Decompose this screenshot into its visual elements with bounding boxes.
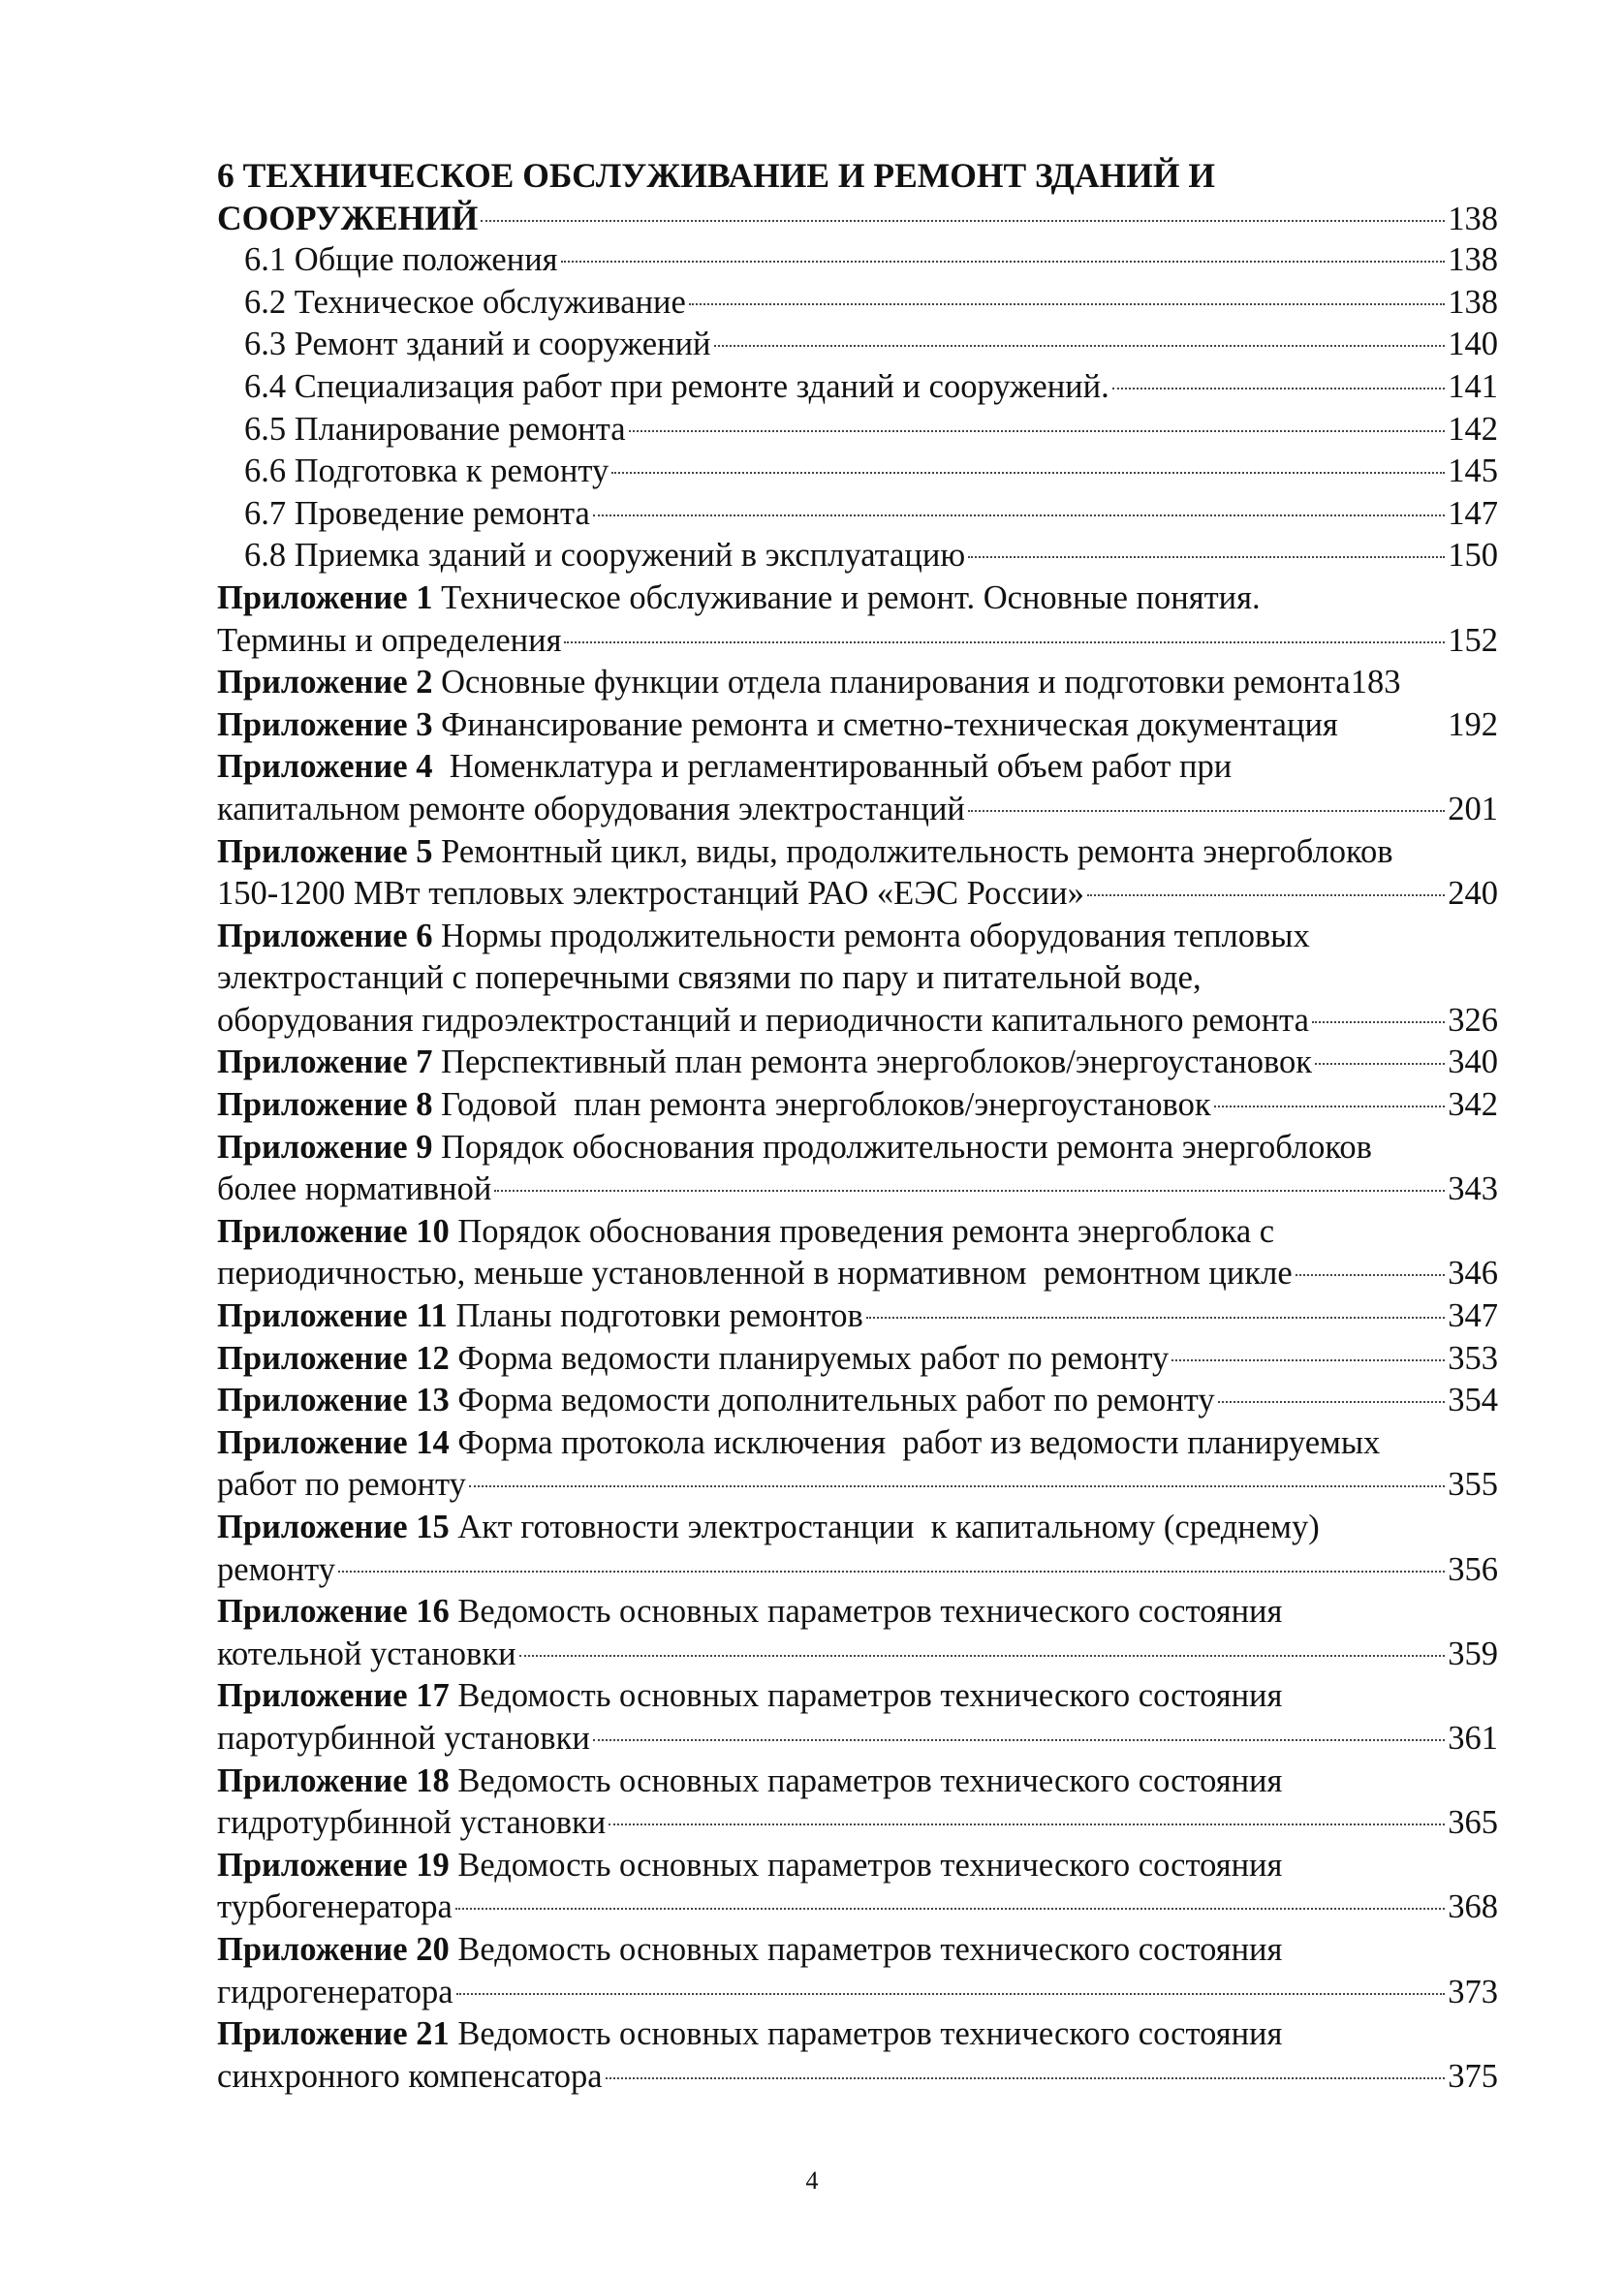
toc-entry bbox=[217, 1084, 1498, 1127]
appendix-text: Термины и определения bbox=[217, 621, 562, 659]
appendix-text: более нормативной bbox=[217, 1170, 492, 1208]
dot-leader bbox=[338, 1571, 1445, 1573]
dot-leader bbox=[456, 1993, 1446, 1995]
appendix-text: ремонту bbox=[217, 1550, 335, 1588]
appendix-text: гидрогенератора bbox=[217, 1973, 453, 2010]
toc-section bbox=[217, 239, 1498, 282]
dot-leader bbox=[469, 1485, 1445, 1487]
dot-leader bbox=[611, 472, 1445, 474]
dot-leader bbox=[609, 1823, 1445, 1825]
appendix-title bbox=[217, 1338, 1169, 1381]
appendix-text: Ведомость основных параметров технического состояния bbox=[449, 1846, 1283, 1884]
appendix-label: Приложение 15 bbox=[217, 1509, 450, 1545]
toc-entry bbox=[217, 704, 1498, 747]
appendix-text: Основные функции отдела планирования и подготовки ремонта bbox=[432, 664, 1351, 701]
page-ref: 240 bbox=[1448, 875, 1498, 913]
appendix-label: Приложение 9 bbox=[217, 1128, 433, 1166]
appendix-text: Ведомость основных параметров технического состояния bbox=[449, 1593, 1283, 1631]
toc-entry bbox=[217, 1972, 1498, 2014]
toc-section bbox=[217, 282, 1498, 325]
appendix-line bbox=[217, 1211, 1498, 1254]
appendix-line bbox=[217, 2013, 1498, 2056]
toc-entry bbox=[217, 1295, 1498, 1338]
dot-leader bbox=[629, 430, 1446, 432]
toc-section bbox=[217, 493, 1498, 536]
page-ref: 326 bbox=[1448, 1001, 1498, 1039]
page-ref: 145 bbox=[1448, 452, 1498, 490]
appendix-text: котельной установки bbox=[217, 1635, 516, 1672]
toc-entry bbox=[217, 1802, 1498, 1845]
section-title: 6.1 Общие положения bbox=[244, 241, 558, 279]
appendix-text: Порядок обоснования продолжительности ремонта энергоблоков bbox=[432, 1128, 1372, 1166]
page-ref: 142 bbox=[1448, 410, 1498, 448]
appendix-line bbox=[217, 1929, 1498, 1972]
appendix-text: синхронного компенсатора bbox=[217, 2057, 603, 2095]
dot-leader bbox=[968, 556, 1445, 558]
appendix-label: Приложение 17 bbox=[217, 1677, 450, 1715]
dot-leader bbox=[1296, 1274, 1446, 1276]
appendix-title bbox=[217, 662, 1351, 704]
page-ref: 368 bbox=[1448, 1888, 1498, 1926]
toc-entry bbox=[217, 1718, 1498, 1761]
dot-leader bbox=[1171, 1359, 1445, 1361]
page-ref: 373 bbox=[1448, 1973, 1498, 2010]
appendix-text: Техническое обслуживание и ремонт. Основные понятия. bbox=[432, 578, 1261, 616]
toc-entry bbox=[217, 1464, 1498, 1507]
toc-entry bbox=[217, 662, 1498, 704]
toc-entry bbox=[217, 1549, 1498, 1592]
toc-section bbox=[217, 409, 1498, 452]
page-ref: 375 bbox=[1448, 2057, 1498, 2095]
page-ref: 138 bbox=[1448, 283, 1498, 321]
page-ref: 355 bbox=[1448, 1466, 1498, 1504]
appendix-text: Планы подготовки ремонтов bbox=[447, 1297, 863, 1335]
appendix-line bbox=[217, 831, 1498, 874]
page-ref: 138 bbox=[1448, 200, 1498, 237]
toc-entry bbox=[217, 1380, 1498, 1422]
appendix-line bbox=[217, 577, 1498, 620]
appendix-text: турбогенератора bbox=[217, 1888, 453, 1926]
appendix-line bbox=[217, 1127, 1498, 1169]
appendix-title bbox=[217, 1591, 1282, 1634]
appendix-text: Ведомость основных параметров технического состояния bbox=[449, 1930, 1283, 1968]
appendix-text: периодичностью, меньше установленной в нормативном ремонтном цикле bbox=[217, 1255, 1293, 1293]
appendix-text: Перспективный план ремонта энергоблоков/энергоустановок bbox=[432, 1044, 1313, 1081]
toc-entry bbox=[217, 198, 1498, 240]
dot-leader bbox=[494, 1190, 1445, 1192]
appendix-label: Приложение 1 bbox=[217, 578, 433, 616]
appendix-title bbox=[217, 704, 1338, 747]
page-ref: 140 bbox=[1448, 326, 1498, 363]
appendix-text: Форма ведомости планируемых работ по ремонту bbox=[449, 1339, 1170, 1377]
appendix-line bbox=[217, 1422, 1498, 1465]
toc-entry bbox=[217, 1338, 1498, 1381]
appendix-label: Приложение 18 bbox=[217, 1761, 450, 1799]
appendix-label: Приложение 12 bbox=[217, 1339, 450, 1377]
appendix-title bbox=[217, 1084, 1211, 1127]
page-ref: 342 bbox=[1448, 1086, 1498, 1124]
dot-leader bbox=[968, 810, 1445, 812]
toc-section bbox=[217, 535, 1498, 577]
dot-leader bbox=[519, 1655, 1446, 1657]
page-ref: 347 bbox=[1448, 1297, 1498, 1335]
dot-leader bbox=[481, 220, 1445, 222]
section-title: 6.6 Подготовка к ремонту bbox=[244, 452, 609, 490]
dot-leader bbox=[1087, 894, 1445, 896]
page-ref: 141 bbox=[1448, 367, 1498, 405]
appendix-title bbox=[217, 1761, 1282, 1803]
appendix-title bbox=[217, 577, 1261, 620]
dot-leader bbox=[606, 2077, 1446, 2079]
toc-entry bbox=[217, 1634, 1498, 1676]
appendix-text: оборудования гидроэлектростанций и периодичности капитального ремонта bbox=[217, 1001, 1309, 1039]
appendix-label: Приложение 8 bbox=[217, 1086, 433, 1124]
toc-entry bbox=[217, 873, 1498, 916]
appendix-title bbox=[217, 1507, 1320, 1549]
appendix-line bbox=[217, 1507, 1498, 1549]
appendix-title bbox=[217, 1127, 1372, 1169]
dot-leader bbox=[455, 1908, 1445, 1910]
appendix-title bbox=[217, 1295, 863, 1338]
appendix-title bbox=[217, 1211, 1274, 1254]
appendix-text: Ведомость основных параметров технического состояния bbox=[449, 2015, 1283, 2053]
appendix-line bbox=[217, 916, 1498, 958]
appendix-text: Ремонтный цикл, виды, продолжительность ремонта энергоблоков bbox=[432, 832, 1393, 870]
appendix-title bbox=[217, 916, 1310, 958]
appendix-text: Акт готовности электростанции к капитальному (среднему) bbox=[449, 1509, 1320, 1545]
page-ref: 150 bbox=[1448, 537, 1498, 575]
dot-leader bbox=[1214, 1106, 1446, 1107]
page-ref: 359 bbox=[1448, 1635, 1498, 1672]
toc-section bbox=[217, 324, 1498, 366]
appendix-title bbox=[217, 1845, 1282, 1887]
appendix-title bbox=[217, 1929, 1282, 1972]
dot-leader bbox=[1112, 388, 1446, 390]
page-ref: 361 bbox=[1448, 1719, 1498, 1757]
dot-leader bbox=[1312, 1021, 1445, 1023]
appendix-text: гидротурбинной установки bbox=[217, 1804, 607, 1842]
appendix-label: Приложение 19 bbox=[217, 1846, 450, 1884]
appendix-label: Приложение 20 bbox=[217, 1930, 450, 1968]
appendix-line bbox=[217, 1845, 1498, 1887]
appendix-line bbox=[217, 746, 1498, 789]
appendix-label: Приложение 5 bbox=[217, 832, 433, 870]
appendix-label: Приложение 3 bbox=[217, 705, 433, 743]
toc-section bbox=[217, 366, 1498, 409]
appendix-text: 150-1200 МВт тепловых электростанций РАО «ЕЭС России» bbox=[217, 875, 1084, 913]
appendix-title bbox=[217, 746, 1232, 789]
page-ref: 152 bbox=[1448, 621, 1498, 659]
appendix-title bbox=[217, 1422, 1380, 1465]
appendix-label: Приложение 16 bbox=[217, 1593, 450, 1631]
section-title: 6.5 Планирование ремонта bbox=[244, 410, 626, 448]
toc-entry bbox=[217, 789, 1498, 831]
page-ref: 356 bbox=[1448, 1550, 1498, 1588]
toc-section bbox=[217, 451, 1498, 493]
section-title: 6.3 Ремонт зданий и сооружений bbox=[244, 326, 711, 363]
chapter-title-line-1 bbox=[217, 155, 1498, 198]
appendix-text: Финансирование ремонта и сметно-техническая документация bbox=[432, 705, 1338, 743]
dot-leader bbox=[866, 1317, 1445, 1319]
toc-entry bbox=[217, 620, 1498, 663]
appendix-label: Приложение 2 bbox=[217, 664, 433, 701]
appendix-text: Ведомость основных параметров технического состояния bbox=[449, 1761, 1283, 1799]
page-ref: 343 bbox=[1448, 1170, 1498, 1208]
dot-leader bbox=[593, 1739, 1445, 1741]
dot-leader bbox=[564, 641, 1445, 643]
appendix-text: Годовой план ремонта энергоблоков/энергоустановок bbox=[432, 1086, 1211, 1124]
appendix-label: Приложение 14 bbox=[217, 1423, 450, 1461]
appendix-text: электростанций с поперечными связями по пару и питательной воде, bbox=[217, 959, 1202, 997]
page-ref: 340 bbox=[1448, 1044, 1498, 1081]
chapter-title-cont: СООРУЖЕНИЙ bbox=[217, 198, 479, 237]
toc-entry bbox=[217, 1253, 1498, 1295]
appendix-text: Форма ведомости дополнительных работ по ремонту bbox=[449, 1382, 1215, 1419]
appendix-label: Приложение 7 bbox=[217, 1044, 433, 1081]
appendix-title bbox=[217, 831, 1393, 874]
appendix-text: работ по ремонту bbox=[217, 1466, 466, 1504]
dot-leader bbox=[714, 345, 1446, 347]
section-title: 6.8 Приемка зданий и сооружений в эксплуатацию bbox=[244, 537, 966, 575]
appendix-text: Форма протокола исключения работ из ведомости планируемых bbox=[449, 1423, 1381, 1461]
appendix-label: Приложение 11 bbox=[217, 1297, 448, 1335]
appendix-text: капитальном ремонте оборудования электростанций bbox=[217, 790, 965, 827]
appendix-text: Ведомость основных параметров технического состояния bbox=[449, 1677, 1283, 1715]
page-ref: 147 bbox=[1448, 494, 1498, 532]
section-title: 6.2 Техническое обслуживание bbox=[244, 283, 686, 321]
chapter-title: 6 ТЕХНИЧЕСКОЕ ОБСЛУЖИВАНИЕ И РЕМОНТ ЗДАНИЙ И bbox=[217, 156, 1216, 195]
appendix-line bbox=[217, 957, 1498, 1000]
page-ref: 138 bbox=[1448, 241, 1498, 279]
appendix-title bbox=[217, 1042, 1312, 1084]
appendix-line bbox=[217, 1591, 1498, 1634]
appendix-label: Приложение 21 bbox=[217, 2015, 450, 2053]
appendix-label: Приложение 10 bbox=[217, 1212, 450, 1250]
page-ref: 201 bbox=[1448, 790, 1498, 827]
dot-leader bbox=[593, 514, 1445, 516]
appendix-text: паротурбинной установки bbox=[217, 1719, 590, 1757]
toc-entry bbox=[217, 1169, 1498, 1211]
appendix-line bbox=[217, 1761, 1498, 1803]
dot-leader bbox=[1315, 1063, 1445, 1065]
appendix-title bbox=[217, 1380, 1215, 1422]
appendix-text: Номенклатура и регламентированный объем работ при bbox=[432, 748, 1233, 786]
dot-leader bbox=[1218, 1401, 1446, 1403]
page-ref: 353 bbox=[1448, 1339, 1498, 1377]
page-number: 4 bbox=[805, 2166, 819, 2195]
page-ref: 192 bbox=[1448, 705, 1498, 743]
appendix-title bbox=[217, 2013, 1282, 2056]
appendix-label: Приложение 6 bbox=[217, 917, 433, 954]
toc-entry bbox=[217, 1000, 1498, 1043]
appendix-text: Нормы продолжительности ремонта оборудования тепловых bbox=[432, 917, 1310, 954]
page-ref: 346 bbox=[1448, 1255, 1498, 1293]
section-title: 6.7 Проведение ремонта bbox=[244, 494, 590, 532]
table-of-contents bbox=[217, 155, 1498, 2098]
appendix-label: Приложение 4 bbox=[217, 748, 433, 786]
toc-entry bbox=[217, 2056, 1498, 2099]
dot-leader bbox=[689, 303, 1445, 305]
appendix-label: Приложение 13 bbox=[217, 1382, 450, 1419]
page-ref: 365 bbox=[1448, 1804, 1498, 1842]
page-ref: 183 bbox=[1350, 664, 1401, 701]
appendix-line bbox=[217, 1675, 1498, 1718]
page-ref: 354 bbox=[1448, 1382, 1498, 1419]
section-title: 6.4 Специализация работ при ремонте зданий и сооружений. bbox=[244, 367, 1109, 405]
toc-entry bbox=[217, 1042, 1498, 1084]
dot-leader bbox=[561, 261, 1446, 263]
toc-entry bbox=[217, 1886, 1498, 1929]
appendix-text: Порядок обоснования проведения ремонта энергоблока с bbox=[449, 1212, 1275, 1250]
appendix-title bbox=[217, 1675, 1282, 1718]
